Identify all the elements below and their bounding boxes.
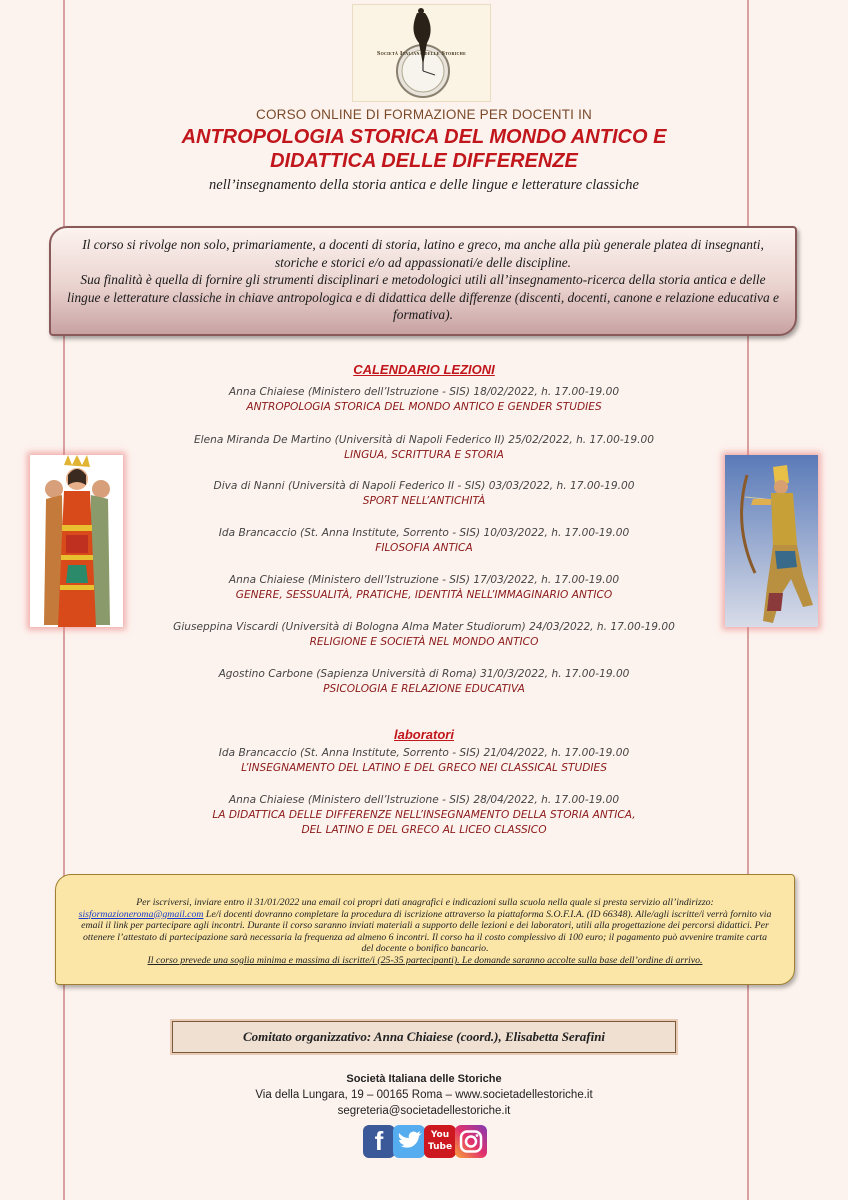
registration-text [76, 897, 774, 955]
course-label: CORSO ONLINE DI FORMAZIONE PER DOCENTI IN [256, 107, 592, 122]
archer-statue-image [725, 455, 818, 627]
facebook-icon[interactable] [363, 1125, 395, 1158]
calendar-heading: CALENDARIO LEZIONI [353, 362, 495, 377]
lab-2 [0, 793, 848, 838]
lesson-5 [0, 573, 848, 603]
society-logo [352, 4, 491, 102]
lesson-4 [0, 526, 848, 556]
lesson-3 [0, 479, 848, 509]
labs-heading: laboratori [394, 727, 454, 742]
lesson-speaker: Diva di Nanni (Università di Napoli Federico II - SIS) 03/03/2022, h. 17.00-19.00 [213, 480, 635, 492]
lesson-speaker: Ida Brancaccio (St. Anna Institute, Sorrento - SIS) 10/03/2022, h. 17.00-19.00 [218, 527, 630, 539]
lab-speaker: Anna Chiaiese (Ministero dell’Istruzione - SIS) 28/04/2022, h. 17.00-19.00 [228, 794, 620, 806]
lesson-speaker: Anna Chiaiese (Ministero dell’Istruzione - SIS) 17/03/2022, h. 17.00-19.00 [228, 574, 620, 586]
footer-address: Via della Lungara, 19 – 00165 Roma – www.societadellestoriche.it [255, 1089, 593, 1101]
course-title-line1: ANTROPOLOGIA STORICA DEL MONDO ANTICO E [181, 126, 667, 148]
youtube-bottom-text: Tube [427, 1142, 453, 1152]
facebook-glyph: f [374, 1126, 384, 1156]
intro-paragraph-2: Sua finalità è quella di fornire gli strumenti disciplinari e metodologici utili all’insegnamento-ricerca della storia antica e delle lingue e letterature classiche in chiave antropologica e di didattica delle differenze (discenti, docenti, canone e relazione educativa e formativa). [67, 272, 779, 322]
lesson-1 [0, 385, 848, 415]
lesson-2 [0, 433, 848, 463]
lesson-speaker: Anna Chiaiese (Ministero dell’Istruzione - SIS) 18/02/2022, h. 17.00-19.00 [228, 386, 620, 398]
organizing-committee: Comitato organizzativo: Anna Chiaiese (coord.), Elisabetta Serafini [172, 1021, 676, 1053]
lesson-topic: GENERE, SESSUALITÀ, PRATICHE, IDENTITÀ NELL’IMMAGINARIO ANTICO [235, 589, 613, 601]
registration-email-link[interactable]: sisformazioneroma@gmail.com [78, 908, 204, 920]
labs-heading-wrap [0, 727, 848, 743]
footer-email[interactable]: segreteria@societadellestoriche.it [337, 1105, 511, 1117]
calendar-heading-wrap [0, 362, 848, 378]
course-subtitle: nell’insegnamento della storia antica e delle lingue e letterature classiche [209, 177, 639, 193]
lesson-speaker: Giuseppina Viscardi (Università di Bologna Alma Mater Studiorum) 24/03/2022, h. 17.00-19.00 [173, 621, 675, 633]
lab-speaker: Ida Brancaccio (St. Anna Institute, Sorrento - SIS) 21/04/2022, h. 17.00-19.00 [218, 747, 630, 759]
registration-limits: Il corso prevede una soglia minima e massima di iscritte/i (25-35 partecipanti). Le domande saranno accolte sulla base dell’ordine di arrivo. [147, 954, 703, 966]
lesson-speaker: Elena Miranda De Martino (Università di Napoli Federico II) 25/02/2022, h. 17.00-19.00 [193, 434, 655, 446]
youtube-top-text: You [430, 1130, 450, 1140]
youtube-icon[interactable] [424, 1125, 456, 1158]
lesson-7 [0, 667, 848, 697]
course-title-line2: DIDATTICA DELLE DIFFERENZE [270, 150, 578, 172]
lesson-topic: ANTROPOLOGIA STORICA DEL MONDO ANTICO E GENDER STUDIES [246, 401, 602, 413]
lab-1 [0, 746, 848, 776]
ancient-statues-image [30, 455, 123, 627]
registration-text-b: Le/i docenti dovranno completare la procedura di iscrizione attraverso la piattaforma S.O.F.I.A. (ID 66348). Alle/agli iscritte/i verrà fornito via email il link per partecipare agli incontri. Durante il corso saranno inviati materiali a supporto delle lezioni e dei laboratori, utili alla progettazione dei percorsi didattici. Per ottenere l’attestato di partecipazione sarà necessaria la frequenza ad almeno 6 incontri. Il corso ha il costo complessivo di 100 euro; il pagamento può avvenire tramite carta del docente o bonifico bancario. [81, 908, 772, 955]
lab-topic-line2: DEL LATINO E DEL GRECO AL LICEO CLASSICO [301, 824, 547, 836]
lesson-topic: FILOSOFIA ANTICA [375, 542, 473, 554]
twitter-icon[interactable] [393, 1125, 425, 1158]
lab-topic: L’INSEGNAMENTO DEL LATINO E DEL GRECO NEI CLASSICAL STUDIES [241, 762, 607, 774]
lesson-topic: SPORT NELL’ANTICHITÀ [362, 495, 486, 507]
lesson-topic: LINGUA, SCRITTURA E STORIA [344, 449, 504, 461]
logo-text: Società Italiana delle Storiche [376, 51, 467, 57]
lesson-6 [0, 620, 848, 650]
footer-org-name: Società Italiana delle Storiche [346, 1073, 502, 1085]
lab-topic-line1: LA DIDATTICA DELLE DIFFERENZE NELL’INSEGNAMENTO DELLA STORIA ANTICA, [212, 809, 636, 821]
lesson-topic: RELIGIONE E SOCIETÀ NEL MONDO ANTICO [309, 636, 539, 648]
intro-box [49, 226, 797, 336]
registration-text-a: Per iscriversi, inviare entro il 31/01/2022 una email coi propri dati anagrafici e indicazioni sulla scuola nella quale si presta servizio all’indirizzo: [136, 897, 714, 908]
registration-info-box [55, 874, 795, 985]
lesson-topic: PSICOLOGIA E RELAZIONE EDUCATIVA [323, 683, 525, 695]
intro-paragraph-1: Il corso si rivolge non solo, primariamente, a docenti di storia, latino e greco, ma anche alla più generale platea di insegnanti, storiche e storici e/o ad appassionati/e delle discipline. [82, 237, 764, 270]
instagram-icon[interactable] [455, 1125, 487, 1158]
lesson-speaker: Agostino Carbone (Sapienza Università di Roma) 31/0/3/2022, h. 17.00-19.00 [218, 668, 630, 680]
